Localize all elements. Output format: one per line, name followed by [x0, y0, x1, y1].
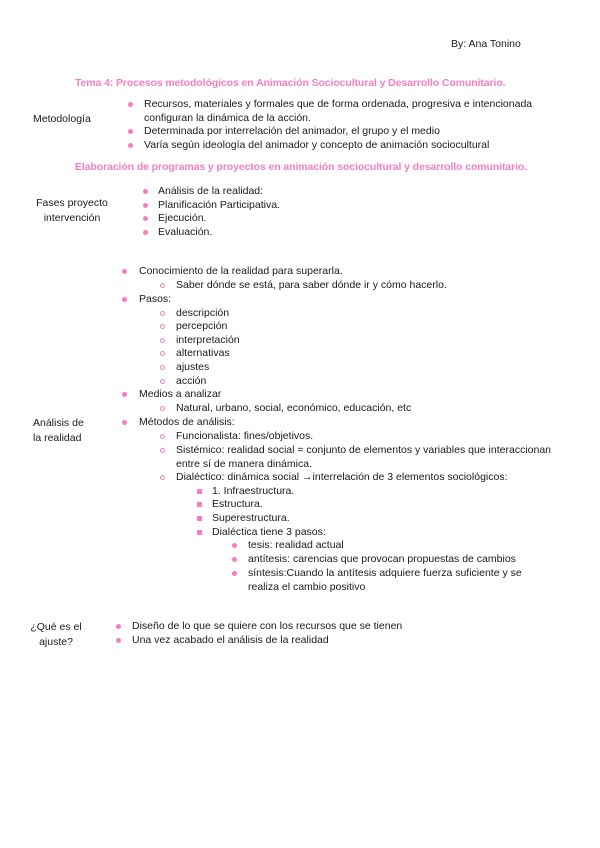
- bullet-icon: [143, 203, 148, 208]
- dialectic-step-cont: realiza el cambio positivo: [248, 581, 366, 593]
- sub-bullet-icon: [160, 379, 165, 384]
- bullet-icon: [128, 102, 133, 107]
- bullet-icon: [232, 571, 237, 576]
- sub-bullet-icon: [160, 365, 165, 370]
- ajuste-label: ¿Qué es el ajuste?: [30, 621, 82, 648]
- paso-item: descripción: [176, 307, 230, 319]
- sub-bullet-icon: [160, 406, 165, 411]
- sub-bullet-icon: [160, 448, 165, 453]
- section-title: Elaboración de programas y proyectos en animación sociocultural y desarrollo comunitario.: [75, 161, 528, 173]
- metodo-item: Sistémico: realidad social = conjunto de elementos y variables que interaccionan: [176, 444, 552, 456]
- sub-bullet-icon: [160, 283, 165, 288]
- paso-item: interpretación: [176, 334, 240, 346]
- metodo-item-cont: entre sí de manera dinámica.: [176, 458, 312, 470]
- paso-item: ajustes: [176, 361, 210, 373]
- fase-item: Ejecución.: [158, 212, 207, 224]
- sub-bullet-icon: [160, 311, 165, 316]
- bullet-icon: [128, 129, 133, 134]
- author-credit: By: Ana Tonino: [451, 38, 521, 50]
- ajuste-item: Una vez acabado el análisis de la realidad: [132, 634, 329, 646]
- sub-bullet-icon: [160, 434, 165, 439]
- bullet-icon: [122, 297, 127, 302]
- ajuste-item: Diseño de lo que se quiere con los recursos que se tienen: [132, 620, 403, 632]
- dialectic-item: 1. Infraestructura.: [212, 485, 295, 497]
- metodologia-label: Metodología: [33, 113, 91, 125]
- dialectic-step: antítesis: carencias que provocan propuestas de cambios: [248, 553, 516, 565]
- topic-title: Tema 4: Procesos metodológicos en Animación Sociocultural y Desarrollo Comunitario.: [75, 77, 506, 89]
- paso-item: acción: [176, 375, 207, 387]
- analisis-item: Conocimiento de la realidad para superarla.: [139, 265, 343, 277]
- sub-bullet-icon: [160, 324, 165, 329]
- analisis-subitem: Saber dónde se está, para saber dónde ir y cómo hacerlo.: [176, 279, 447, 291]
- bullet-icon: [122, 269, 127, 274]
- sub-bullet-icon: [160, 351, 165, 356]
- bullet-icon: [143, 216, 148, 221]
- fase-item: Evaluación.: [158, 226, 213, 238]
- bullet-icon: [122, 420, 127, 425]
- sub-bullet-icon: [160, 475, 165, 480]
- bullet-icon: [122, 392, 127, 397]
- paso-item: percepción: [176, 320, 228, 332]
- analisis-item: Medios a analizar: [139, 388, 222, 400]
- metodologia-item: Recursos, materiales y formales que de forma ordenada, progresiva e intencionada: [144, 98, 533, 110]
- analisis-subitem: Natural, urbano, social, económico, educación, etc: [176, 402, 412, 414]
- bullet-icon: [143, 189, 148, 194]
- analisis-item: Métodos de análisis:: [139, 416, 235, 428]
- analisis-item: Pasos:: [139, 293, 172, 305]
- metodologia-item: Varía según ideología del animador y concepto de animación sociocultural: [144, 139, 490, 151]
- bullet-icon: [128, 143, 133, 148]
- bullet-icon: [143, 230, 148, 235]
- bullet-icon: [232, 543, 237, 548]
- bullet-icon: [116, 624, 121, 629]
- fase-item: Análisis de la realidad:: [158, 185, 264, 197]
- analisis-label: Análisis de la realidad: [33, 417, 84, 444]
- metodo-item: Dialéctico: dinámica social →interrelación de 3 elementos sociológicos:: [176, 471, 508, 483]
- fases-label: Fases proyecto intervención: [36, 197, 108, 224]
- square-bullet-icon: [197, 516, 202, 521]
- dialectic-item: Estructura.: [212, 498, 263, 510]
- fase-item: Planificación Participativa.: [158, 199, 280, 211]
- bullet-icon: [232, 557, 237, 562]
- square-bullet-icon: [197, 502, 202, 507]
- dialectic-step: síntesis:Cuando la antítesis adquiere fuerza suficiente y se: [248, 567, 522, 579]
- paso-item: alternativas: [176, 347, 230, 359]
- dialectic-item: Superestructura.: [212, 512, 290, 524]
- sub-bullet-icon: [160, 338, 165, 343]
- square-bullet-icon: [197, 489, 202, 494]
- metodologia-item: Determinada por interrelación del animador, el grupo y el medio: [144, 125, 440, 137]
- square-bullet-icon: [197, 530, 202, 535]
- metodologia-item-cont: configuran la dinámica de la acción.: [144, 112, 311, 124]
- bullet-icon: [116, 638, 121, 643]
- dialectic-item: Dialéctica tiene 3 pasos:: [212, 526, 326, 538]
- metodo-item: Funcionalista: fines/objetivos.: [176, 430, 314, 442]
- dialectic-step: tesis: realidad actual: [248, 539, 344, 551]
